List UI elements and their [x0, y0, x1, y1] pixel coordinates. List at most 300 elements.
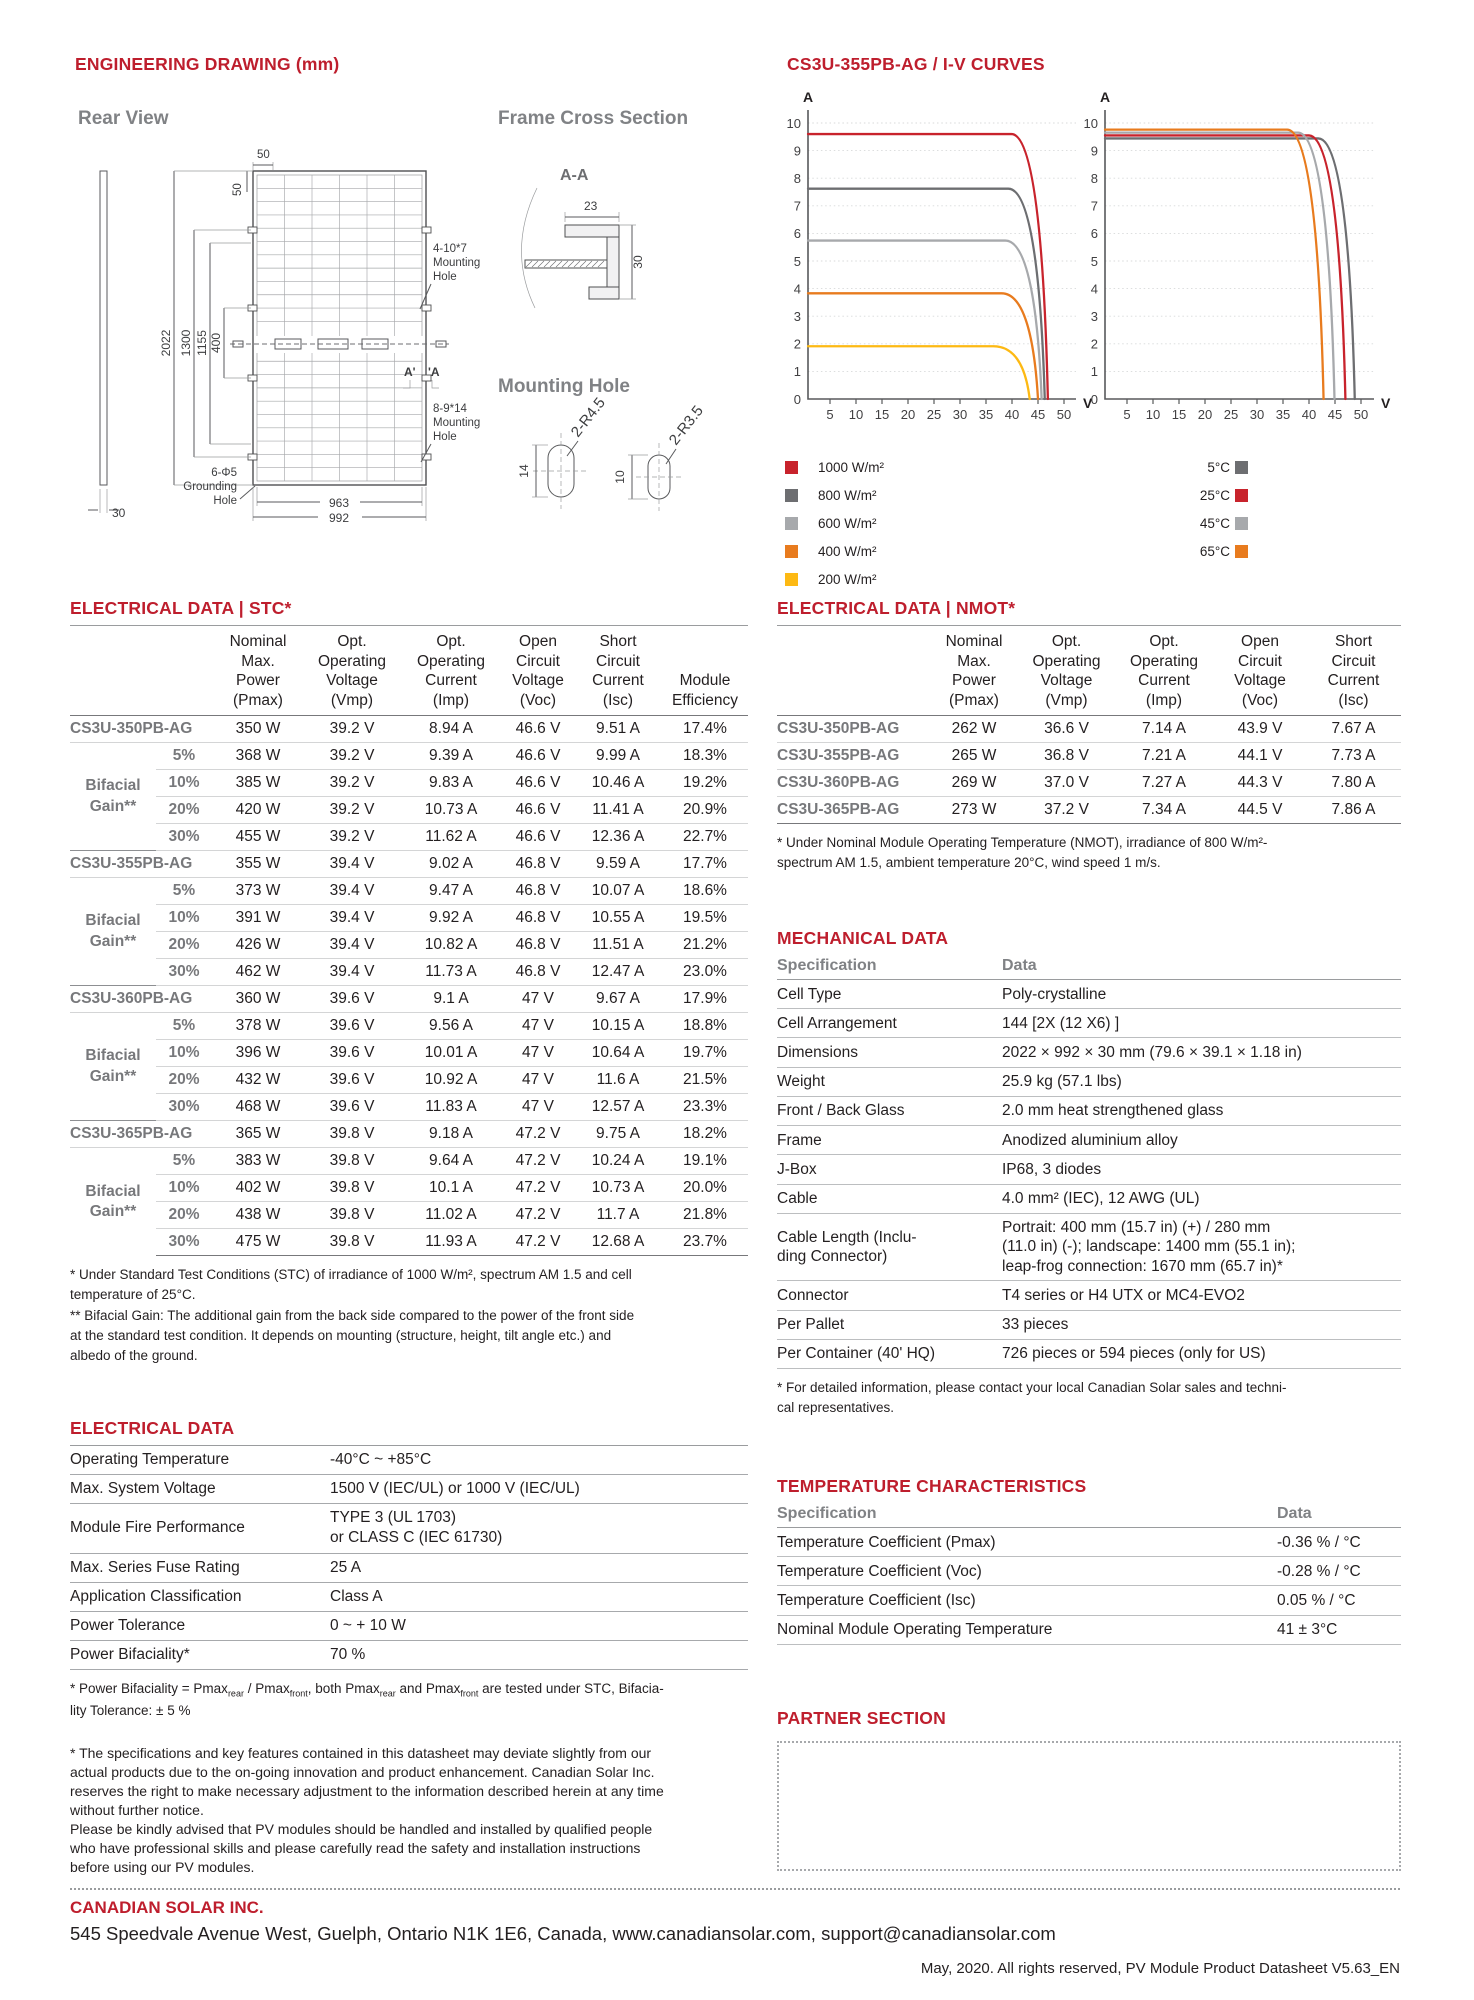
gain-row: [70, 1202, 748, 1229]
gain-percent: 10%: [156, 905, 212, 932]
dim-slot1-radius: 2-R4.5: [567, 394, 609, 441]
footnote-line: albedo of the ground.: [70, 1348, 198, 1364]
spec-line: ding Connector): [777, 1248, 888, 1266]
value-cell: 47.2 V: [502, 1148, 574, 1175]
value-cell: 39.4 V: [304, 959, 400, 986]
dim-400: 400: [209, 332, 223, 354]
spec-value: [1002, 1038, 1401, 1067]
value-cell: 7.21 A: [1114, 743, 1214, 770]
header-cell: [662, 626, 748, 716]
header-cell: [574, 626, 662, 716]
dim-1300: 1300: [179, 329, 193, 357]
spec-label: [70, 1553, 330, 1582]
value-cell: 265 W: [929, 743, 1019, 770]
spec-row: [70, 1553, 748, 1582]
value-cell: 9.18 A: [400, 1121, 502, 1148]
footnote-line: * Under Nominal Module Operating Temperature (NMOT), irradiance of 800 W/m²-: [777, 835, 1268, 851]
value-cell: 9.51 A: [574, 716, 662, 743]
subscript: front: [460, 1688, 479, 1699]
subscript: rear: [227, 1688, 244, 1699]
label-line: Module Fire Performance: [70, 1519, 245, 1537]
mounting-hole-mark: [422, 305, 431, 311]
gain-percent: 30%: [156, 1229, 212, 1256]
model-row: [70, 1121, 748, 1148]
spec-label: [70, 1582, 330, 1611]
header-line: Circuit: [596, 652, 640, 670]
svg-text:Grounding: Grounding: [183, 481, 237, 493]
stc-section: [70, 598, 748, 1366]
value-cell: 8.94 A: [400, 716, 502, 743]
spec-label: [70, 1611, 330, 1640]
header-cell: [1019, 626, 1114, 716]
spec-value: [330, 1582, 748, 1611]
value-cell: 43.9 V: [1214, 716, 1306, 743]
spec-line: Weight: [777, 1073, 825, 1091]
engineering-drawing: [70, 100, 746, 562]
spec-row: [777, 1038, 1401, 1067]
spec-row: [777, 1557, 1401, 1586]
spec-label: [70, 1504, 330, 1553]
gain-row: [70, 1013, 748, 1040]
spec-label: [777, 1096, 1002, 1125]
header-line: Power: [952, 672, 996, 690]
dim-1155: 1155: [195, 330, 209, 356]
gain-row: [70, 1175, 748, 1202]
mounting-hole-1-label: [420, 243, 480, 309]
header-row: [777, 626, 1401, 716]
value-cell: 11.73 A: [400, 959, 502, 986]
gain-percent: 20%: [156, 1202, 212, 1229]
bifacial-gain-label: [70, 743, 156, 851]
model-name: CS3U-355PB-AG: [777, 743, 929, 770]
iv-curve: [808, 134, 1048, 399]
value-cell: 9.75 A: [574, 1121, 662, 1148]
y-tick-label: 1: [793, 364, 801, 380]
value-cell: 47.2 V: [502, 1175, 574, 1202]
spec-label: Temperature Coefficient (Voc): [777, 1557, 1277, 1586]
header-line: Open: [1241, 633, 1279, 650]
dim-992: 992: [328, 511, 350, 525]
bifacial-line: Bifacial: [85, 912, 141, 930]
spec-value: [1002, 1155, 1401, 1184]
vertical-dims: [174, 171, 253, 485]
gain-row: [70, 878, 748, 905]
spec-label: [777, 1281, 1002, 1310]
spec-row: [777, 1126, 1401, 1155]
nmot-section: [777, 598, 1401, 874]
value-cell: 19.7%: [662, 1040, 748, 1067]
value-cell: 47.2 V: [502, 1121, 574, 1148]
value-cell: 10.64 A: [574, 1040, 662, 1067]
header-line: (Voc): [519, 691, 557, 709]
electrical-table: [70, 1445, 748, 1670]
model-name: CS3U-365PB-AG: [70, 1121, 212, 1148]
spec-label: [777, 1310, 1002, 1339]
y-tick-label: 0: [793, 391, 801, 407]
spec-label: [70, 1475, 330, 1504]
mechanical-footnote: [777, 1378, 1401, 1419]
bifacial-line: Gain**: [89, 1202, 137, 1220]
dim-963: 963: [328, 496, 350, 510]
value-cell: 23.0%: [662, 959, 748, 986]
value-cell: 11.62 A: [400, 824, 502, 851]
iv-curve: [1105, 133, 1334, 399]
header-line: Voltage: [326, 672, 378, 690]
value-cell: 39.2 V: [304, 770, 400, 797]
value-cell: 383 W: [212, 1148, 304, 1175]
spec-label: Temperature Coefficient (Pmax): [777, 1528, 1277, 1557]
value-cell: 46.6 V: [502, 743, 574, 770]
dim-slot2-radius: 2-R3.5: [665, 402, 707, 449]
value-cell: 365 W: [212, 1121, 304, 1148]
value-cell: 23.7%: [662, 1229, 748, 1256]
gain-percent: 30%: [156, 1094, 212, 1121]
value-cell: 462 W: [212, 959, 304, 986]
spec-row: [777, 1009, 1401, 1038]
y-tick-label: 9: [1090, 143, 1098, 159]
legend-swatch: [1235, 461, 1248, 474]
y-tick-label: 0: [1090, 391, 1098, 407]
spec-label: [777, 1184, 1002, 1213]
header-cell: [304, 626, 400, 716]
svg-text:Mounting: Mounting: [433, 417, 481, 429]
value-cell: 39.8 V: [304, 1229, 400, 1256]
header-line: (Vmp): [330, 691, 374, 709]
label-line: Application Classification: [70, 1587, 242, 1605]
value-cell: 11.83 A: [400, 1094, 502, 1121]
header-row: [70, 626, 748, 716]
gain-percent: 5%: [156, 1013, 212, 1040]
mounting-hole-mark: [422, 227, 431, 233]
gain-percent: 20%: [156, 1067, 212, 1094]
value-cell: 10.55 A: [574, 905, 662, 932]
legend-swatch: [1235, 489, 1248, 502]
header-line: Circuit: [516, 652, 560, 670]
x-tick-label: 35: [978, 407, 994, 422]
value-cell: 373 W: [212, 878, 304, 905]
value-cell: 7.34 A: [1114, 797, 1214, 824]
dim-frame-width: 23: [584, 199, 598, 213]
value-line: 726 pieces or 594 pieces (only for US): [1002, 1345, 1266, 1363]
value-cell: 46.8 V: [502, 932, 574, 959]
footer: [70, 1898, 1400, 1945]
value-cell: 39.4 V: [304, 878, 400, 905]
section-aa-label: A-A: [560, 167, 589, 184]
iv-chart-irradiance: [787, 89, 1093, 422]
header-line: (Isc): [602, 691, 634, 709]
value-cell: 432 W: [212, 1067, 304, 1094]
footnote-line: cal representatives.: [777, 1400, 895, 1416]
spec-value: [1002, 1310, 1401, 1339]
value-cell: 273 W: [929, 797, 1019, 824]
value-line: (11.0 in) (-); landscape: 1400 mm (55.1 in);: [1002, 1238, 1296, 1256]
svg-text:Hole: Hole: [433, 431, 457, 443]
bifacial-line: Bifacial: [85, 1182, 141, 1200]
engineering-drawing-heading: ENGINEERING DRAWING (mm): [75, 54, 340, 74]
header-line: Max.: [241, 652, 275, 670]
value-line: Anodized aluminium alloy: [1002, 1131, 1178, 1149]
model-name: CS3U-360PB-AG: [777, 770, 929, 797]
x-tick-label: 5: [1123, 407, 1131, 422]
spec-line: Frame: [777, 1131, 822, 1149]
model-name: CS3U-365PB-AG: [777, 797, 929, 824]
header-cell-empty: [156, 626, 212, 716]
value-cell: 7.67 A: [1306, 716, 1401, 743]
value-cell: 10.82 A: [400, 932, 502, 959]
header-line: Voltage: [1040, 672, 1093, 690]
company-name: CANADIAN SOLAR INC.: [70, 1898, 264, 1917]
value-cell: 9.67 A: [574, 986, 662, 1013]
svg-text:Hole: Hole: [433, 271, 457, 283]
value-cell: 391 W: [212, 905, 304, 932]
value-line: T4 series or H4 UTX or MC4-EVO2: [1002, 1286, 1245, 1304]
temp-col-data: Data: [1277, 1503, 1401, 1528]
value-cell: 368 W: [212, 743, 304, 770]
y-tick-label: 10: [1083, 115, 1098, 131]
mech-col-data: Data: [1002, 955, 1401, 980]
header-line: Open: [519, 633, 557, 650]
spec-label: [777, 1009, 1002, 1038]
x-tick-label: 30: [1249, 407, 1265, 422]
partner-box: [777, 1741, 1401, 1871]
value-cell: 9.1 A: [400, 986, 502, 1013]
value-cell: 9.99 A: [574, 743, 662, 770]
iv-curve: [1105, 130, 1324, 399]
legend-swatch: [785, 461, 798, 474]
header-cell-empty: [777, 626, 929, 716]
value-cell: 20.9%: [662, 797, 748, 824]
value-line: or CLASS C (IEC 61730): [330, 1529, 503, 1547]
value-cell: 39.6 V: [304, 1040, 400, 1067]
x-tick-label: 20: [900, 407, 916, 422]
header-line: Nominal: [229, 633, 287, 650]
header-cell: [1214, 626, 1306, 716]
model-row: [777, 797, 1401, 824]
spec-line: Cable Length (Inclu-: [777, 1228, 917, 1246]
spec-label: Temperature Coefficient (Isc): [777, 1586, 1277, 1615]
value-cell: 420 W: [212, 797, 304, 824]
value-line: 25.9 kg (57.1 lbs): [1002, 1073, 1122, 1091]
value-cell: 9.92 A: [400, 905, 502, 932]
mounting-hole-2-label: [421, 403, 480, 462]
gain-row: [70, 932, 748, 959]
value-cell: 39.8 V: [304, 1175, 400, 1202]
disclaimer-line: Please be kindly advised that PV modules should be handled and installed by qualified people: [70, 1821, 653, 1837]
y-tick-label: 1: [1090, 364, 1098, 380]
value-cell: 10.1 A: [400, 1175, 502, 1202]
legend-swatch: [785, 517, 798, 530]
x-tick-label: 35: [1275, 407, 1291, 422]
spec-row: [777, 1184, 1401, 1213]
value-cell: 18.2%: [662, 1121, 748, 1148]
electrical-heading: ELECTRICAL DATA: [70, 1418, 235, 1438]
model-row: [70, 986, 748, 1013]
value-cell: 10.92 A: [400, 1067, 502, 1094]
header-line: Opt.: [1149, 633, 1179, 650]
header-line: Voltage: [1234, 672, 1286, 690]
spec-label: [70, 1640, 330, 1669]
spec-value: -0.28 % / °C: [1277, 1557, 1401, 1586]
bifacial-line: Gain**: [89, 932, 137, 950]
spec-value: [1002, 1096, 1401, 1125]
subscript: front: [289, 1688, 308, 1699]
label-line: Max. System Voltage: [70, 1480, 216, 1498]
dim-thickness: 30: [112, 506, 126, 520]
svg-text:4-10*7: 4-10*7: [433, 243, 467, 255]
mech-col-spec: Specification: [777, 955, 1002, 980]
value-line: -40°C ~ +85°C: [330, 1451, 432, 1468]
spec-label: [777, 1213, 1002, 1281]
y-tick-label: 5: [1090, 253, 1098, 269]
legend-swatch: [1235, 545, 1248, 558]
y-tick-label: 4: [1090, 281, 1098, 297]
value-cell: 19.2%: [662, 770, 748, 797]
disclaimer-line: without further notice.: [70, 1802, 204, 1818]
spec-label: [777, 1067, 1002, 1096]
spec-label: Nominal Module Operating Temperature: [777, 1615, 1277, 1644]
value-cell: 262 W: [929, 716, 1019, 743]
partner-section: [777, 1708, 1401, 1871]
disclaimer-line: reserves the right to make necessary adjustment to the information described herein at any time: [70, 1783, 664, 1799]
header-line: Current: [1327, 672, 1380, 690]
value-cell: 23.3%: [662, 1094, 748, 1121]
y-tick-label: 5: [793, 253, 801, 269]
value-cell: 39.8 V: [304, 1202, 400, 1229]
temperature-table: [777, 1503, 1401, 1645]
spec-line: Per Pallet: [777, 1316, 845, 1334]
value-line: 4.0 mm² (IEC), 12 AWG (UL): [1002, 1190, 1200, 1208]
temperature-heading: TEMPERATURE CHARACTERISTICS: [777, 1476, 1087, 1496]
gain-row: [70, 959, 748, 986]
slot-1: [532, 433, 589, 509]
model-name: CS3U-350PB-AG: [777, 716, 929, 743]
value-cell: 360 W: [212, 986, 304, 1013]
header-line: Operating: [317, 652, 387, 670]
spec-label: [777, 1038, 1002, 1067]
value-cell: 7.86 A: [1306, 797, 1401, 824]
gain-percent: 10%: [156, 1175, 212, 1202]
value-cell: 46.6 V: [502, 770, 574, 797]
section-a-right: 'A: [428, 365, 440, 379]
model-name: CS3U-350PB-AG: [70, 716, 212, 743]
legend-label: 65°C: [1199, 544, 1230, 559]
header-line: Opt.: [1051, 633, 1082, 650]
footnote-line: * For detailed information, please contact your local Canadian Solar sales and techni-: [777, 1380, 1287, 1396]
value-cell: 39.6 V: [304, 1067, 400, 1094]
value-cell: 7.27 A: [1114, 770, 1214, 797]
temp-col-spec: Specification: [777, 1503, 1277, 1528]
value-cell: 21.2%: [662, 932, 748, 959]
legend-label: 45°C: [1199, 516, 1230, 531]
value-line: leap-frog connection: 1670 mm (65.7 in)*: [1002, 1257, 1283, 1275]
stc-heading: ELECTRICAL DATA | STC*: [70, 598, 292, 618]
iv-curve: [1105, 135, 1345, 399]
value-cell: 350 W: [212, 716, 304, 743]
y-tick-label: 7: [793, 198, 801, 214]
disclaimer: [70, 1744, 760, 1877]
spec-value: -0.36 % / °C: [1277, 1528, 1401, 1557]
gain-percent: 20%: [156, 932, 212, 959]
y-tick-label: 3: [1090, 309, 1098, 324]
x-tick-label: 45: [1030, 407, 1046, 422]
header-line: (Voc): [1241, 691, 1279, 709]
header-cell: [1306, 626, 1401, 716]
disclaimer-line: actual products due to the on-going innovation and product enhancement. Canadian Solar Inc.: [70, 1764, 655, 1780]
frame-profile: [521, 188, 636, 308]
header-cell: [502, 626, 574, 716]
side-profile: [100, 171, 107, 485]
spec-row: [70, 1611, 748, 1640]
y-axis-label: A: [1099, 89, 1111, 105]
header-line: Circuit: [1331, 652, 1376, 670]
value-cell: 39.2 V: [304, 797, 400, 824]
value-cell: 11.41 A: [574, 797, 662, 824]
subscript: rear: [379, 1688, 396, 1699]
svg-text:8-9*14: 8-9*14: [433, 403, 467, 415]
spec-line: Per Container (40' HQ): [777, 1345, 936, 1363]
datasheet-version: May, 2020. All rights reserved, PV Module Product Datasheet V5.63_EN: [920, 1960, 1400, 1977]
y-tick-label: 7: [1090, 198, 1098, 214]
value-cell: 39.4 V: [304, 851, 400, 878]
spec-value: 0.05 % / °C: [1277, 1586, 1401, 1615]
label-line: Power Bifaciality*: [70, 1645, 190, 1663]
footer-divider: [70, 1888, 1400, 1890]
value-cell: 9.56 A: [400, 1013, 502, 1040]
header-line: Operating: [416, 652, 486, 670]
x-tick-label: 20: [1197, 407, 1213, 422]
value-cell: 46.8 V: [502, 851, 574, 878]
value-cell: 19.1%: [662, 1148, 748, 1175]
electrical-footnote: * Power Bifaciality = Pmax$_{rear}$ / Pmax$_{front}$, both Pmax$_{rear}$ and Pmax$_{front}$ are tested under STC, Bifacia- lity Tolerance: ± 5 %: [70, 1681, 664, 1719]
header-line: (Imp): [432, 691, 470, 709]
model-row: [777, 743, 1401, 770]
mechanical-heading: MECHANICAL DATA: [777, 928, 949, 948]
axes: [808, 110, 1076, 399]
iv-curve: [808, 241, 1042, 399]
value-cell: 39.4 V: [304, 932, 400, 959]
value-cell: 44.3 V: [1214, 770, 1306, 797]
value-cell: 39.2 V: [304, 824, 400, 851]
irradiance-legend: [785, 460, 885, 587]
spec-value: [1002, 980, 1401, 1009]
x-axis-label: V: [1381, 395, 1391, 411]
bifacial-gain-label: [70, 1148, 156, 1256]
model-row: [777, 716, 1401, 743]
value-cell: 426 W: [212, 932, 304, 959]
value-cell: 9.83 A: [400, 770, 502, 797]
value-cell: 10.73 A: [574, 1175, 662, 1202]
header-line: (Vmp): [1045, 691, 1088, 709]
value-cell: 9.39 A: [400, 743, 502, 770]
header-line: Operating: [1032, 652, 1101, 670]
header-line: Short: [599, 633, 637, 650]
value-cell: 10.15 A: [574, 1013, 662, 1040]
gain-percent: 10%: [156, 1040, 212, 1067]
iv-curve: [808, 346, 1030, 399]
gain-row: [70, 1094, 748, 1121]
legend-label: 5°C: [1207, 460, 1230, 475]
value-cell: 7.14 A: [1114, 716, 1214, 743]
header-line: Opt.: [436, 633, 466, 650]
value-cell: 10.01 A: [400, 1040, 502, 1067]
header-line: Current: [1138, 672, 1190, 690]
value-cell: 12.68 A: [574, 1229, 662, 1256]
value-line: Poly-crystalline: [1002, 985, 1107, 1003]
value-cell: 11.51 A: [574, 932, 662, 959]
value-cell: 402 W: [212, 1175, 304, 1202]
x-tick-label: 30: [952, 407, 968, 422]
x-tick-label: 10: [848, 407, 864, 422]
